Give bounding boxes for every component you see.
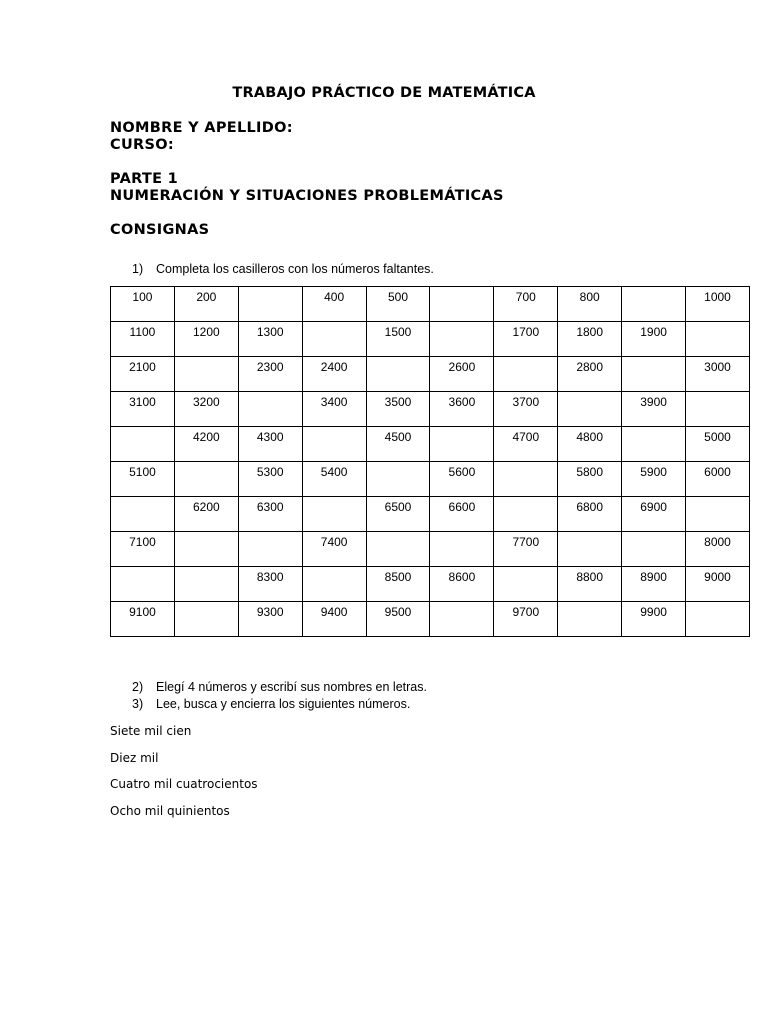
table-cell bbox=[430, 287, 494, 322]
table-cell: 7100 bbox=[111, 532, 175, 567]
instruction-number: 2) bbox=[132, 680, 144, 694]
table-cell: 8500 bbox=[366, 567, 430, 602]
table-cell: 5100 bbox=[111, 462, 175, 497]
table-cell: 6800 bbox=[558, 497, 622, 532]
table-cell bbox=[558, 532, 622, 567]
table-row bbox=[111, 462, 750, 497]
table-cell bbox=[686, 602, 750, 637]
table-cell bbox=[622, 532, 686, 567]
instruction-item-3 bbox=[132, 696, 410, 713]
table-cell bbox=[622, 357, 686, 392]
table-cell: 2800 bbox=[558, 357, 622, 392]
table-row bbox=[111, 392, 750, 427]
table-cell: 6600 bbox=[430, 497, 494, 532]
table-cell bbox=[174, 357, 238, 392]
table-cell: 6200 bbox=[174, 497, 238, 532]
table-cell: 1500 bbox=[366, 322, 430, 357]
table-cell: 3900 bbox=[622, 392, 686, 427]
table-cell bbox=[174, 532, 238, 567]
table-cell: 4700 bbox=[494, 427, 558, 462]
table-cell bbox=[111, 567, 175, 602]
course-label: CURSO: bbox=[110, 137, 174, 153]
table-cell: 4200 bbox=[174, 427, 238, 462]
document-title: TRABAJO PRÁCTICO DE MATEMÁTICA bbox=[232, 85, 536, 101]
table-cell: 1200 bbox=[174, 322, 238, 357]
instruction-item-1 bbox=[132, 261, 434, 278]
table-cell: 5800 bbox=[558, 462, 622, 497]
table-cell bbox=[302, 427, 366, 462]
table-cell: 100 bbox=[111, 287, 175, 322]
table-cell bbox=[302, 322, 366, 357]
table-cell: 9700 bbox=[494, 602, 558, 637]
instruction-number: 3) bbox=[132, 697, 144, 711]
table-row bbox=[111, 567, 750, 602]
table-cell: 8600 bbox=[430, 567, 494, 602]
table-cell: 9000 bbox=[686, 567, 750, 602]
table-cell: 7400 bbox=[302, 532, 366, 567]
table-cell: 8800 bbox=[558, 567, 622, 602]
numbers-table bbox=[110, 286, 750, 637]
table-cell bbox=[238, 287, 302, 322]
table-cell: 9300 bbox=[238, 602, 302, 637]
number-word-item: Siete mil cien bbox=[110, 724, 192, 738]
table-cell: 5400 bbox=[302, 462, 366, 497]
table-cell: 1900 bbox=[622, 322, 686, 357]
table-cell bbox=[174, 602, 238, 637]
table-cell: 800 bbox=[558, 287, 622, 322]
table-cell bbox=[558, 392, 622, 427]
table-cell: 1300 bbox=[238, 322, 302, 357]
table-cell: 9400 bbox=[302, 602, 366, 637]
instruction-text: Lee, busca y encierra los siguientes números. bbox=[156, 697, 411, 711]
table-cell bbox=[622, 287, 686, 322]
table-cell: 3200 bbox=[174, 392, 238, 427]
table-cell: 9500 bbox=[366, 602, 430, 637]
table-cell: 6300 bbox=[238, 497, 302, 532]
table-cell: 2100 bbox=[111, 357, 175, 392]
table-cell: 2400 bbox=[302, 357, 366, 392]
table-cell: 3100 bbox=[111, 392, 175, 427]
table-cell: 3500 bbox=[366, 392, 430, 427]
table-cell: 6500 bbox=[366, 497, 430, 532]
table-cell: 4500 bbox=[366, 427, 430, 462]
table-cell: 5000 bbox=[686, 427, 750, 462]
table-cell: 9100 bbox=[111, 602, 175, 637]
table-cell bbox=[302, 567, 366, 602]
part-subtitle: NUMERACIÓN Y SITUACIONES PROBLEMÁTICAS bbox=[110, 188, 504, 204]
instructions-heading: CONSIGNAS bbox=[110, 222, 210, 238]
instruction-text: Completa los casilleros con los números faltantes. bbox=[156, 262, 434, 276]
table-cell: 8900 bbox=[622, 567, 686, 602]
table-cell: 400 bbox=[302, 287, 366, 322]
number-word-item: Ocho mil quinientos bbox=[110, 804, 230, 818]
table-cell: 3400 bbox=[302, 392, 366, 427]
part-label: PARTE 1 bbox=[110, 171, 179, 187]
table-cell bbox=[494, 567, 558, 602]
table-cell bbox=[111, 497, 175, 532]
table-cell bbox=[174, 567, 238, 602]
table-row bbox=[111, 322, 750, 357]
table-cell: 6900 bbox=[622, 497, 686, 532]
table-row bbox=[111, 287, 750, 322]
table-cell bbox=[238, 532, 302, 567]
table-cell: 7700 bbox=[494, 532, 558, 567]
table-cell: 200 bbox=[174, 287, 238, 322]
table-cell bbox=[494, 497, 558, 532]
instruction-item-2 bbox=[132, 679, 427, 696]
table-cell: 1100 bbox=[111, 322, 175, 357]
table-cell: 2300 bbox=[238, 357, 302, 392]
table-cell bbox=[686, 322, 750, 357]
name-label: NOMBRE Y APELLIDO: bbox=[110, 120, 293, 136]
table-cell bbox=[686, 497, 750, 532]
table-cell: 5300 bbox=[238, 462, 302, 497]
table-cell: 700 bbox=[494, 287, 558, 322]
table-cell bbox=[622, 427, 686, 462]
table-cell: 6000 bbox=[686, 462, 750, 497]
table-cell bbox=[558, 602, 622, 637]
table-cell bbox=[686, 392, 750, 427]
table-cell bbox=[366, 532, 430, 567]
table-cell: 1800 bbox=[558, 322, 622, 357]
table-row bbox=[111, 427, 750, 462]
table-cell bbox=[430, 532, 494, 567]
table-cell: 8300 bbox=[238, 567, 302, 602]
table-cell bbox=[494, 357, 558, 392]
table-cell bbox=[494, 462, 558, 497]
table-cell bbox=[430, 427, 494, 462]
table-cell bbox=[430, 602, 494, 637]
table-cell: 8000 bbox=[686, 532, 750, 567]
instruction-number: 1) bbox=[132, 262, 144, 276]
table-cell: 1000 bbox=[686, 287, 750, 322]
table-cell: 9900 bbox=[622, 602, 686, 637]
number-word-item: Cuatro mil cuatrocientos bbox=[110, 777, 258, 791]
table-cell bbox=[238, 392, 302, 427]
number-word-item: Diez mil bbox=[110, 751, 159, 765]
table-cell: 3700 bbox=[494, 392, 558, 427]
table-cell bbox=[111, 427, 175, 462]
table-cell: 5600 bbox=[430, 462, 494, 497]
table-cell: 1700 bbox=[494, 322, 558, 357]
table-cell bbox=[366, 462, 430, 497]
table-cell: 4300 bbox=[238, 427, 302, 462]
table-cell bbox=[430, 322, 494, 357]
table-cell: 3600 bbox=[430, 392, 494, 427]
table-cell bbox=[302, 497, 366, 532]
table-row bbox=[111, 532, 750, 567]
table-cell bbox=[174, 462, 238, 497]
table-cell bbox=[366, 357, 430, 392]
table-cell: 2600 bbox=[430, 357, 494, 392]
table-row bbox=[111, 602, 750, 637]
table-cell: 3000 bbox=[686, 357, 750, 392]
table-row bbox=[111, 357, 750, 392]
table-cell: 500 bbox=[366, 287, 430, 322]
table-row bbox=[111, 497, 750, 532]
instruction-text: Elegí 4 números y escribí sus nombres en letras. bbox=[156, 680, 427, 694]
table-cell: 4800 bbox=[558, 427, 622, 462]
table-cell: 5900 bbox=[622, 462, 686, 497]
